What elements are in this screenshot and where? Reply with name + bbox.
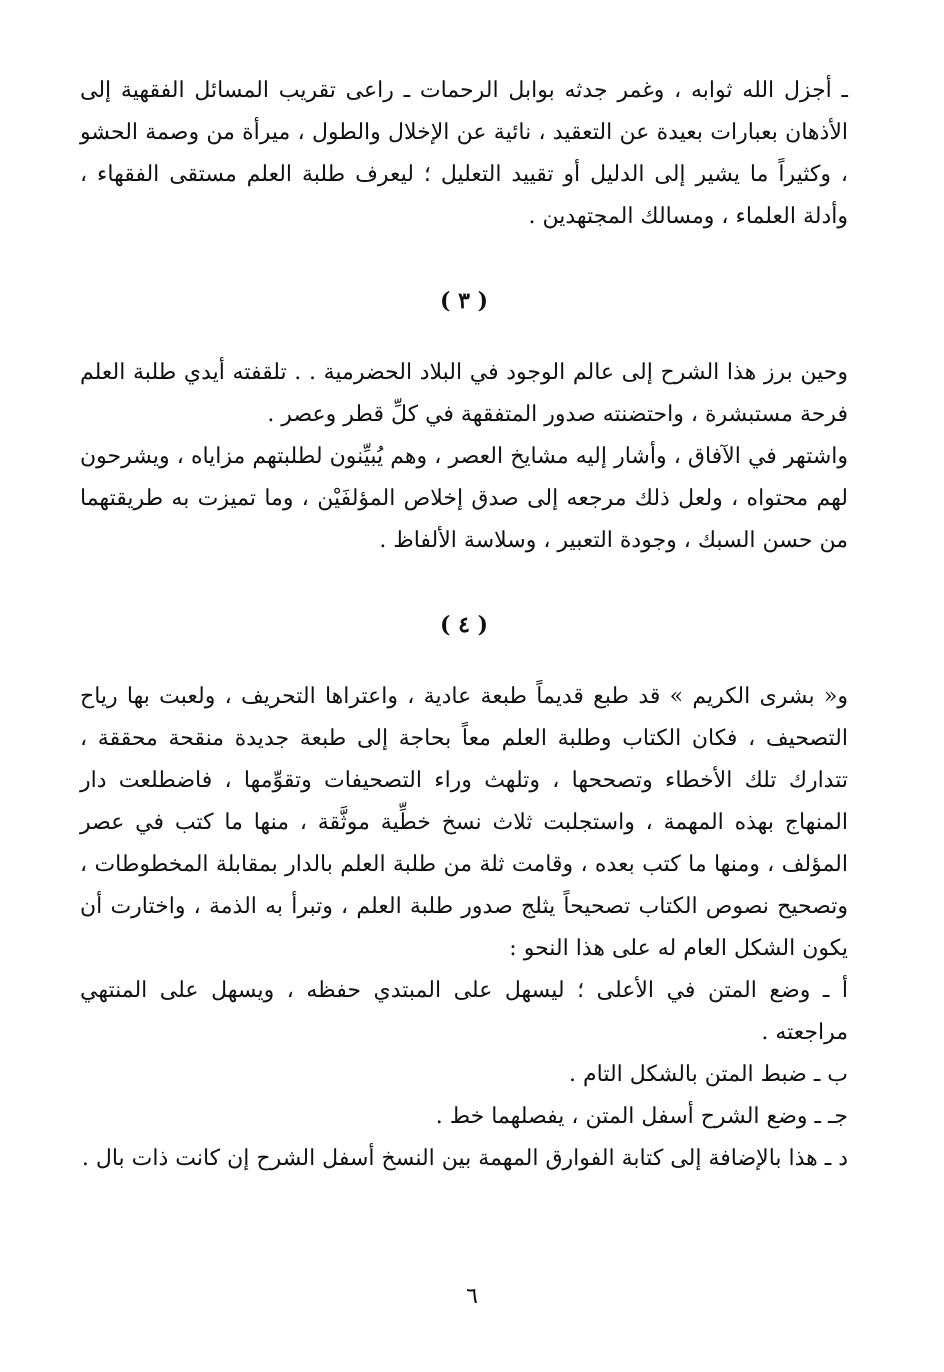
section-heading-4: ( ٤ ) bbox=[440, 612, 488, 638]
list-item: د ـ هذا بالإضافة إلى كتابة الفوارق المهمة بين النسخ أسفل الشرح إن كانت ذات بال . bbox=[81, 1146, 848, 1171]
page-body bbox=[80, 70, 848, 1180]
list-item: أ ـ وضع المتن في الأعلى ؛ ليسهل على المبتدي حفظه ، ويسهل على المنتهي مراجعته . bbox=[80, 978, 848, 1045]
section-heading-3: ( ٣ ) bbox=[440, 288, 488, 314]
layout-list bbox=[80, 970, 848, 1180]
page-number: ٦ bbox=[466, 1284, 478, 1309]
section-4-paragraph: و« بشرى الكريم » قد طبع قديماً طبعة عادية ، واعتراها التحريف ، ولعبت بها رياح التصحيف ، فكان الكتاب وطلبة العلم معاً بحاجة إلى طبعة جديدة منقحة محققة ، تتدارك تلك الأخطاء وتصححها ، وتلهث وراء التصحيفات وتقوِّمها ، فاضطلعت دار المنهاج بهذه المهمة ، واستجلبت ثلاث نسخ خطِّية موثَّقة ، منها ما كتب في عصر المؤلف ، ومنها ما كتب بعده ، وقامت ثلة من طلبة العلم بالدار بمقابلة المخطوطات ، وتصحيح نصوص الكتاب تصحيحاً يثلج صدور طلبة العلم ، وتبرأ به الذمة ، واختارت أن يكون الشكل العام له على هذا النحو : bbox=[80, 684, 848, 961]
list-item: ب ـ ضبط المتن بالشكل التام . bbox=[569, 1062, 848, 1087]
section-3-paragraph-1: وحين برز هذا الشرح إلى عالم الوجود في البلاد الحضرمية . . تلقفته أيدي طلبة العلم فرحة مستبشرة ، واحتضنته صدور المتفقهة في كلِّ قطر وعصر . bbox=[80, 360, 848, 427]
list-item: جـ ـ وضع الشرح أسفل المتن ، يفصلهما خط . bbox=[435, 1104, 848, 1129]
intro-paragraph: ـ أجزل الله ثوابه ، وغمر جدثه بوابل الرحمات ـ راعى تقريب المسائل الفقهية إلى الأذهان بعبارات بعيدة عن التعقيد ، نائية عن الإخلال والطول ، ميرأة من وصمة الحشو ، وكثيراً ما يشير إلى الدليل أو تقييد التعليل ؛ ليعرف طلبة العلم مستقى الفقهاء ، وأدلة العلماء ، ومسالك المجتهدين . bbox=[80, 78, 848, 229]
section-3-paragraph-2: واشتهر في الآفاق ، وأشار إليه مشايخ العصر ، وهم يُبيِّنون لطلبتهم مزاياه ، ويشرحون لهم محتواه ، ولعل ذلك مرجعه إلى صدق إخلاص المؤلفَيْن ، وما تميزت به طريقتهما من حسن السبك ، وجودة التعبير ، وسلاسة الألفاظ . bbox=[80, 444, 848, 553]
